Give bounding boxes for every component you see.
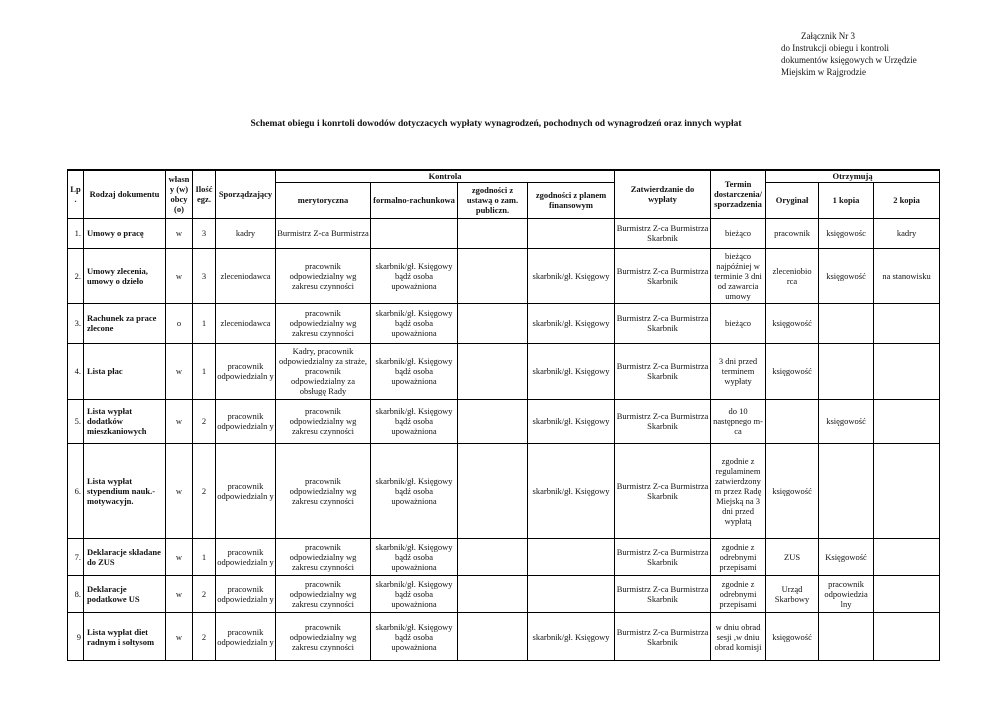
copy-2-recipient-cell — [874, 304, 940, 343]
approval-cell: Burmistrz Z-ca Burmistrza Skarbnik — [615, 218, 711, 248]
table-row — [68, 613, 940, 661]
header-copies: Ilość egz. — [193, 170, 216, 218]
approval-cell: Burmistrz Z-ca Burmistrza Skarbnik — [615, 343, 711, 400]
document-type-cell: Rachunek za prace zlecone — [84, 304, 166, 343]
procurement-control-cell — [458, 443, 528, 539]
row-number-cell: 8. — [68, 576, 84, 613]
procurement-control-cell — [458, 248, 528, 303]
copy-2-recipient-cell — [874, 443, 940, 539]
copy-1-recipient-cell: księgowośc — [819, 218, 874, 248]
original-recipient-cell: ZUS — [766, 539, 819, 576]
formal-control-cell: skarbnik/gł. Księgowy bądź osoba upoważniona — [371, 248, 458, 303]
header-copy-2: 2 kopia — [874, 182, 940, 218]
annex-line: dokumentów księgowych w Urzędzie — [781, 55, 917, 65]
document-title: Schemat obiegu i konrtoli dowodów dotyczacych wypłaty wynagrodzeń, pochodnych od wynagrodzeń oraz innych wypłat — [250, 119, 742, 129]
own-foreign-cell: w — [166, 218, 193, 248]
prepared-by-cell: zleceniodawca — [216, 248, 276, 303]
copy-1-recipient-cell — [819, 343, 874, 400]
copies-cell: 3 — [193, 248, 216, 303]
copy-1-recipient-cell — [819, 304, 874, 343]
copy-1-recipient-cell: księgowość — [819, 400, 874, 443]
formal-control-cell: skarbnik/gł. Księgowy bądź osoba upoważniona — [371, 304, 458, 343]
procurement-control-cell — [458, 218, 528, 248]
table-row — [68, 304, 940, 343]
procurement-control-cell — [458, 576, 528, 613]
header-approval: Zatwierdzanie do wypłaty — [615, 170, 711, 218]
original-recipient-cell: Urząd Skarbowy — [766, 576, 819, 613]
deadline-cell: w dniu obrad sesji ,w dniu obrad komisji — [711, 613, 766, 661]
original-recipient-cell: księgowość — [766, 613, 819, 661]
own-foreign-cell: o — [166, 304, 193, 343]
substantive-control-cell: Kadry, pracownik odpowiedzialny za straże, pracownik odpowiedzialny za obsługę Rady — [276, 343, 371, 400]
copy-1-recipient-cell: Księgowość — [819, 539, 874, 576]
table-row — [68, 343, 940, 400]
substantive-control-cell: pracownik odpowiedzialny wg zakresu czynności — [276, 539, 371, 576]
copies-cell: 1 — [193, 304, 216, 343]
formal-control-cell: skarbnik/gł. Księgowy bądź osoba upoważniona — [371, 400, 458, 443]
approval-cell: Burmistrz Z-ca Burmistrza Skarbnik — [615, 304, 711, 343]
deadline-cell: zgodnie z odrebnymi przepisami — [711, 539, 766, 576]
annex-note — [781, 30, 917, 78]
deadline-cell: zgodnie z regulaminem zatwierdzony m przez Radę Miejską na 3 dni przed wypłatą — [711, 443, 766, 539]
header-copy-1: 1 kopia — [819, 182, 874, 218]
own-foreign-cell: w — [166, 248, 193, 303]
copies-cell: 2 — [193, 400, 216, 443]
table-row — [68, 539, 940, 576]
approval-cell: Burmistrz Z-ca Burmistrza Skarbnik — [615, 400, 711, 443]
prepared-by-cell: pracownik odpowiedzialn y — [216, 400, 276, 443]
document-type-cell: Lista płac — [84, 343, 166, 400]
document-type-cell: Umowy o pracę — [84, 218, 166, 248]
approval-cell: Burmistrz Z-ca Burmistrza Skarbnik — [615, 576, 711, 613]
formal-control-cell: skarbnik/gł. Księgowy bądź osoba upoważniona — [371, 613, 458, 661]
header-substantive: merytoryczna — [276, 182, 371, 218]
deadline-cell: do 10 następnego m-ca — [711, 400, 766, 443]
row-number-cell: 2. — [68, 248, 84, 303]
procurement-control-cell — [458, 539, 528, 576]
annex-line: Załącznik Nr 3 — [801, 31, 855, 41]
copy-2-recipient-cell — [874, 343, 940, 400]
header-prepared-by: Sporządzający — [216, 170, 276, 218]
copies-cell: 1 — [193, 343, 216, 400]
row-number-cell: 6. — [68, 443, 84, 539]
copy-2-recipient-cell — [874, 576, 940, 613]
deadline-cell: 3 dni przed terminem wypłaty — [711, 343, 766, 400]
substantive-control-cell: pracownik odpowiedzialny wg zakresu czynności — [276, 443, 371, 539]
copy-1-recipient-cell — [819, 613, 874, 661]
header-own-foreign: własny (w) obcy (o) — [166, 170, 193, 218]
annex-line: Miejskim w Rajgrodzie — [781, 67, 866, 77]
own-foreign-cell: w — [166, 443, 193, 539]
substantive-control-cell: pracownik odpowiedzialny wg zakresu czynności — [276, 576, 371, 613]
prepared-by-cell: zleceniodawca — [216, 304, 276, 343]
original-recipient-cell: zleceniobio rca — [766, 248, 819, 303]
deadline-cell: zgodnie z odrebnymi przepisami — [711, 576, 766, 613]
procurement-control-cell — [458, 400, 528, 443]
header-lp: Lp . — [68, 170, 84, 218]
deadline-cell: bieżąco — [711, 304, 766, 343]
header-procurement-law: zgodności z ustawą o zam. publiczn. — [458, 182, 528, 218]
table-row — [68, 400, 940, 443]
copy-2-recipient-cell — [874, 539, 940, 576]
table-row — [68, 218, 940, 248]
approval-cell: Burmistrz Z-ca Burmistrza Skarbnik — [615, 443, 711, 539]
prepared-by-cell: kadry — [216, 218, 276, 248]
plan-control-cell: skarbnik/gł. Księgowy — [528, 443, 615, 539]
header-document-type: Rodzaj dokumentu — [84, 170, 166, 218]
copy-2-recipient-cell: kadry — [874, 218, 940, 248]
document-flow-table — [67, 169, 940, 661]
formal-control-cell: skarbnik/gł. Księgowy bądź osoba upoważniona — [371, 576, 458, 613]
prepared-by-cell: pracownik odpowiedzialn y — [216, 343, 276, 400]
row-number-cell: 5. — [68, 400, 84, 443]
formal-control-cell: skarbnik/gł. Księgowy bądź osoba upoważniona — [371, 343, 458, 400]
substantive-control-cell: pracownik odpowiedzialny wg zakresu czynności — [276, 304, 371, 343]
copy-1-recipient-cell: pracownik odpowiedzia lny — [819, 576, 874, 613]
copies-cell: 2 — [193, 576, 216, 613]
own-foreign-cell: w — [166, 343, 193, 400]
table-row — [68, 443, 940, 539]
deadline-cell: bieżąco najpóźniej w terminie 3 dni od zawarcia umowy — [711, 248, 766, 303]
document-type-cell: Deklaracje składane do ZUS — [84, 539, 166, 576]
row-number-cell: 1. — [68, 218, 84, 248]
copies-cell: 2 — [193, 443, 216, 539]
plan-control-cell: skarbnik/gł. Księgowy — [528, 248, 615, 303]
header-financial-plan: zgodności z planem finansowym — [528, 182, 615, 218]
copy-1-recipient-cell: księgowość — [819, 248, 874, 303]
formal-control-cell — [371, 218, 458, 248]
prepared-by-cell: pracownik odpowiedzialn y — [216, 613, 276, 661]
own-foreign-cell: w — [166, 576, 193, 613]
document-type-cell: Umowy zlecenia, umowy o dzieło — [84, 248, 166, 303]
own-foreign-cell: w — [166, 539, 193, 576]
document-type-cell: Lista wypłat stypendium nauk.-motywacyjn. — [84, 443, 166, 539]
plan-control-cell: skarbnik/gł. Księgowy — [528, 613, 615, 661]
copies-cell: 3 — [193, 218, 216, 248]
row-number-cell: 7. — [68, 539, 84, 576]
copy-2-recipient-cell: na stanowisku — [874, 248, 940, 303]
formal-control-cell: skarbnik/gł. Księgowy bądź osoba upoważniona — [371, 539, 458, 576]
formal-control-cell: skarbnik/gł. Księgowy bądź osoba upoważniona — [371, 443, 458, 539]
header-formal-accounting: formalno-rachunkowa — [371, 182, 458, 218]
copy-2-recipient-cell — [874, 400, 940, 443]
own-foreign-cell: w — [166, 613, 193, 661]
copy-2-recipient-cell — [874, 613, 940, 661]
deadline-cell: bieżąco — [711, 218, 766, 248]
plan-control-cell — [528, 576, 615, 613]
copy-1-recipient-cell — [819, 443, 874, 539]
substantive-control-cell: Burmistrz Z-ca Burmistrza — [276, 218, 371, 248]
row-number-cell: 3. — [68, 304, 84, 343]
header-deadline: Termin dostarczenia/ sporzadzenia — [711, 170, 766, 218]
row-number-cell: 4. — [68, 343, 84, 400]
substantive-control-cell: pracownik odpowiedzialny wg zakresu czynności — [276, 400, 371, 443]
procurement-control-cell — [458, 343, 528, 400]
plan-control-cell — [528, 218, 615, 248]
approval-cell: Burmistrz Z-ca Burmistrza Skarbnik — [615, 248, 711, 303]
own-foreign-cell: w — [166, 400, 193, 443]
table-row — [68, 576, 940, 613]
table-row — [68, 248, 940, 303]
header-control: Kontrola — [276, 170, 615, 182]
copies-cell: 2 — [193, 613, 216, 661]
original-recipient-cell: księgowość — [766, 343, 819, 400]
original-recipient-cell: pracownik — [766, 218, 819, 248]
row-number-cell: 9 — [68, 613, 84, 661]
original-recipient-cell: księgowość — [766, 304, 819, 343]
original-recipient-cell: księgowość — [766, 443, 819, 539]
approval-cell: Burmistrz Z-ca Burmistrza Skarbnik — [615, 539, 711, 576]
prepared-by-cell: pracownik odpowiedzialn y — [216, 576, 276, 613]
approval-cell: Burmistrz Z-ca Burmistrza Skarbnik — [615, 613, 711, 661]
document-type-cell: Deklaracje podatkowe US — [84, 576, 166, 613]
copies-cell: 1 — [193, 539, 216, 576]
header-recipients: Otrzymują — [766, 170, 940, 182]
plan-control-cell: skarbnik/gł. Księgowy — [528, 343, 615, 400]
document-type-cell: Lista wypłat diet radnym i sołtysom — [84, 613, 166, 661]
original-recipient-cell — [766, 400, 819, 443]
prepared-by-cell: pracownik odpowiedzialn y — [216, 443, 276, 539]
substantive-control-cell: pracownik odpowiedzialny wg zakresu czynności — [276, 248, 371, 303]
annex-line: do Instrukcji obiegu i kontroli — [781, 43, 889, 53]
prepared-by-cell: pracownik odpowiedzialn y — [216, 539, 276, 576]
plan-control-cell: skarbnik/gł. Księgowy — [528, 304, 615, 343]
document-type-cell: Lista wypłat dodatków mieszkaniowych — [84, 400, 166, 443]
plan-control-cell: skarbnik/gł. Księgowy — [528, 400, 615, 443]
procurement-control-cell — [458, 304, 528, 343]
plan-control-cell — [528, 539, 615, 576]
header-original: Oryginał — [766, 182, 819, 218]
procurement-control-cell — [458, 613, 528, 661]
substantive-control-cell: pracownik odpowiedzialny wg zakresu czynności — [276, 613, 371, 661]
